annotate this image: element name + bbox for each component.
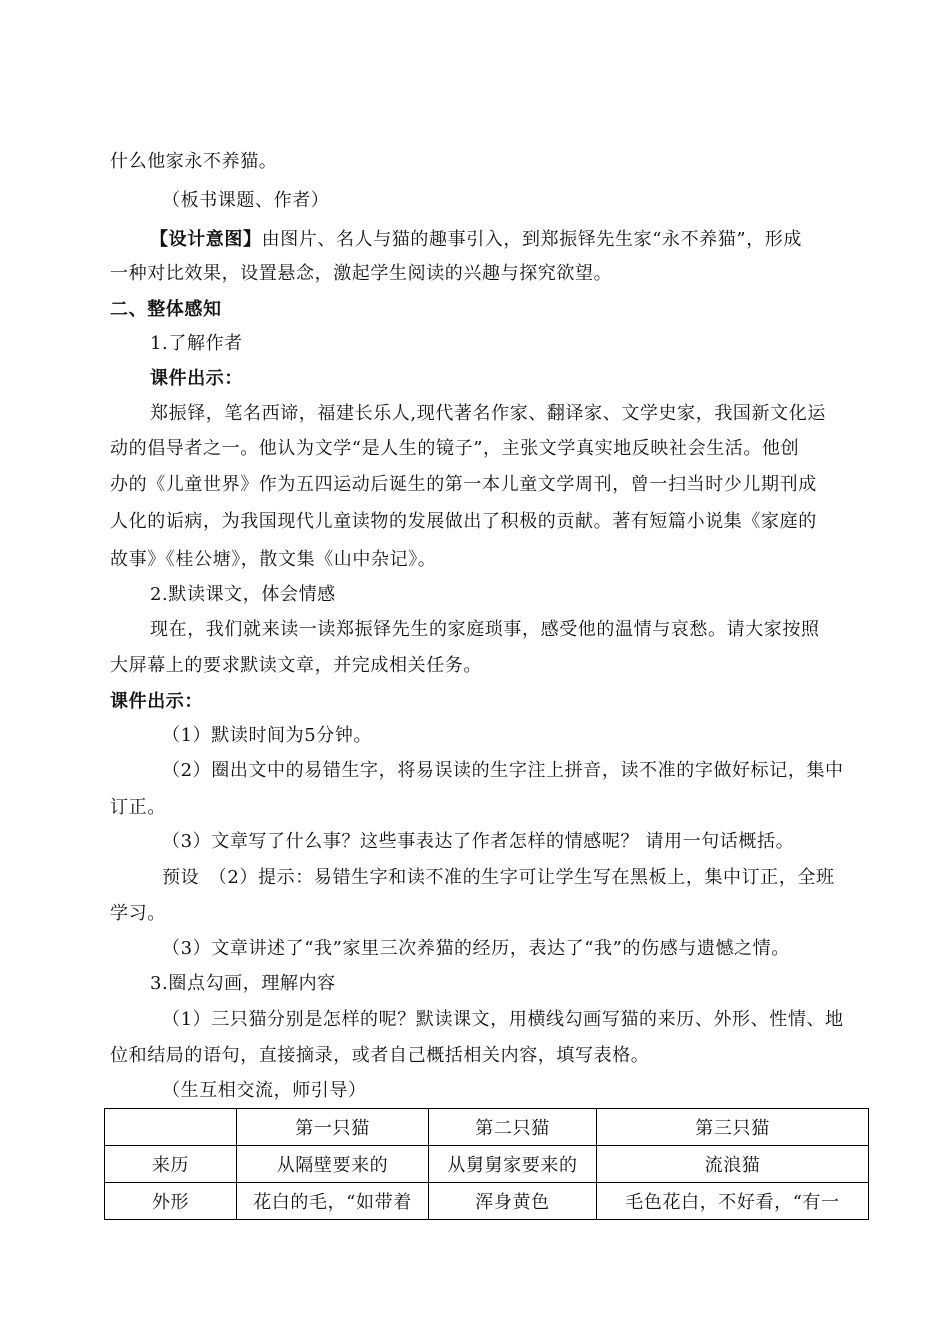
courseware-label: 课件出示：	[150, 368, 243, 389]
task-item: （1）三只猫分别是怎样的呢？默读课文，用横线勾画写猫的来历、外形、性情、地	[162, 1009, 844, 1030]
table-cell: 从隔壁要来的	[237, 1146, 429, 1183]
cat-comparison-table	[104, 1108, 869, 1220]
task-item: （3）文章写了什么事？这些事表达了作者怎样的情感呢？ 请用一句话概括。	[162, 831, 795, 852]
table-cell	[105, 1109, 237, 1146]
table-cell: 第一只猫	[237, 1109, 429, 1146]
table-cell: 外形	[105, 1183, 237, 1220]
design-intent-label: 【设计意图】	[150, 229, 262, 250]
paragraph-line: 什么他家永不养猫。	[110, 151, 278, 172]
table-cell: 第二只猫	[429, 1109, 597, 1146]
courseware-label: 课件出示：	[110, 691, 203, 712]
paragraph-line: 人化的诟病，为我国现代儿童读物的发展做出了积极的贡献。著有短篇小说集《家庭的	[110, 511, 817, 532]
paragraph-line: 动的倡导者之一。他认为文学“是人生的镜子”，主张文学真实地反映社会生活。他创	[110, 438, 800, 459]
table-cell: 来历	[105, 1146, 237, 1183]
paragraph-line: 故事》《桂公塘》，散文集《山中杂记》。	[110, 549, 437, 570]
paragraph-line: 由图片、名人与猫的趣事引入，到郑振铎先生家“永不养猫”，形成	[261, 229, 803, 250]
table-row	[105, 1146, 869, 1183]
note-line: （生互相交流，师引导）	[162, 1080, 367, 1101]
table-cell: 花白的毛，“如带着	[237, 1183, 429, 1220]
task-item: （2）圈出文中的易错生字，将易误读的生字注上拼音，读不准的字做好标记，集中	[162, 760, 844, 781]
subsection-heading: 1.了解作者	[150, 333, 243, 354]
paragraph-line: 现在，我们就来读一读郑振铎先生的家庭琐事，感受他的温情与哀愁。请大家按照	[150, 619, 820, 640]
design-intent-paragraph	[150, 228, 802, 252]
table-cell: 毛色花白，不好看，“有一	[597, 1183, 869, 1220]
board-note: （板书课题、作者）	[162, 190, 330, 211]
paragraph-line: 订正。	[110, 797, 166, 818]
task-item: （1）默读时间为5分钟。	[162, 725, 373, 746]
paragraph-line: 一种对比效果，设置悬念，激起学生阅读的兴趣与探究欲望。	[110, 263, 613, 284]
paragraph-line: 学习。	[110, 903, 166, 924]
table-cell: 第三只猫	[597, 1109, 869, 1146]
paragraph-line: 郑振铎，笔名西谛，福建长乐人,现代著名作家、翻译家、文学史家，我国新文化运	[150, 403, 826, 424]
table-cell: 从舅舅家要来的	[429, 1146, 597, 1183]
preset-line: 预设 （2）提示：易错生字和读不准的生字可让学生写在黑板上，集中订正，全班	[162, 867, 835, 888]
table-cell: 浑身黄色	[429, 1183, 597, 1220]
paragraph-line: 办的《儿童世界》作为五四运动后诞生的第一本儿童文学周刊，曾一扫当时少儿期刊成	[110, 474, 817, 495]
table-row	[105, 1183, 869, 1220]
section-heading: 二、整体感知	[110, 299, 222, 320]
subsection-heading: 2.默读课文，体会情感	[150, 584, 336, 605]
table-cell: 流浪猫	[597, 1146, 869, 1183]
paragraph-line: 大屏幕上的要求默读文章，并完成相关任务。	[110, 655, 482, 676]
paragraph-line: 位和结局的语句，直接摘录，或者自己概括相关内容，填写表格。	[110, 1045, 650, 1066]
subsection-heading: 3.圈点勾画，理解内容	[150, 973, 336, 994]
table-header-row	[105, 1109, 869, 1146]
preset-line: （3）文章讲述了“我”家里三次养猫的经历，表达了“我”的伤感与遗憾之情。	[162, 938, 790, 959]
